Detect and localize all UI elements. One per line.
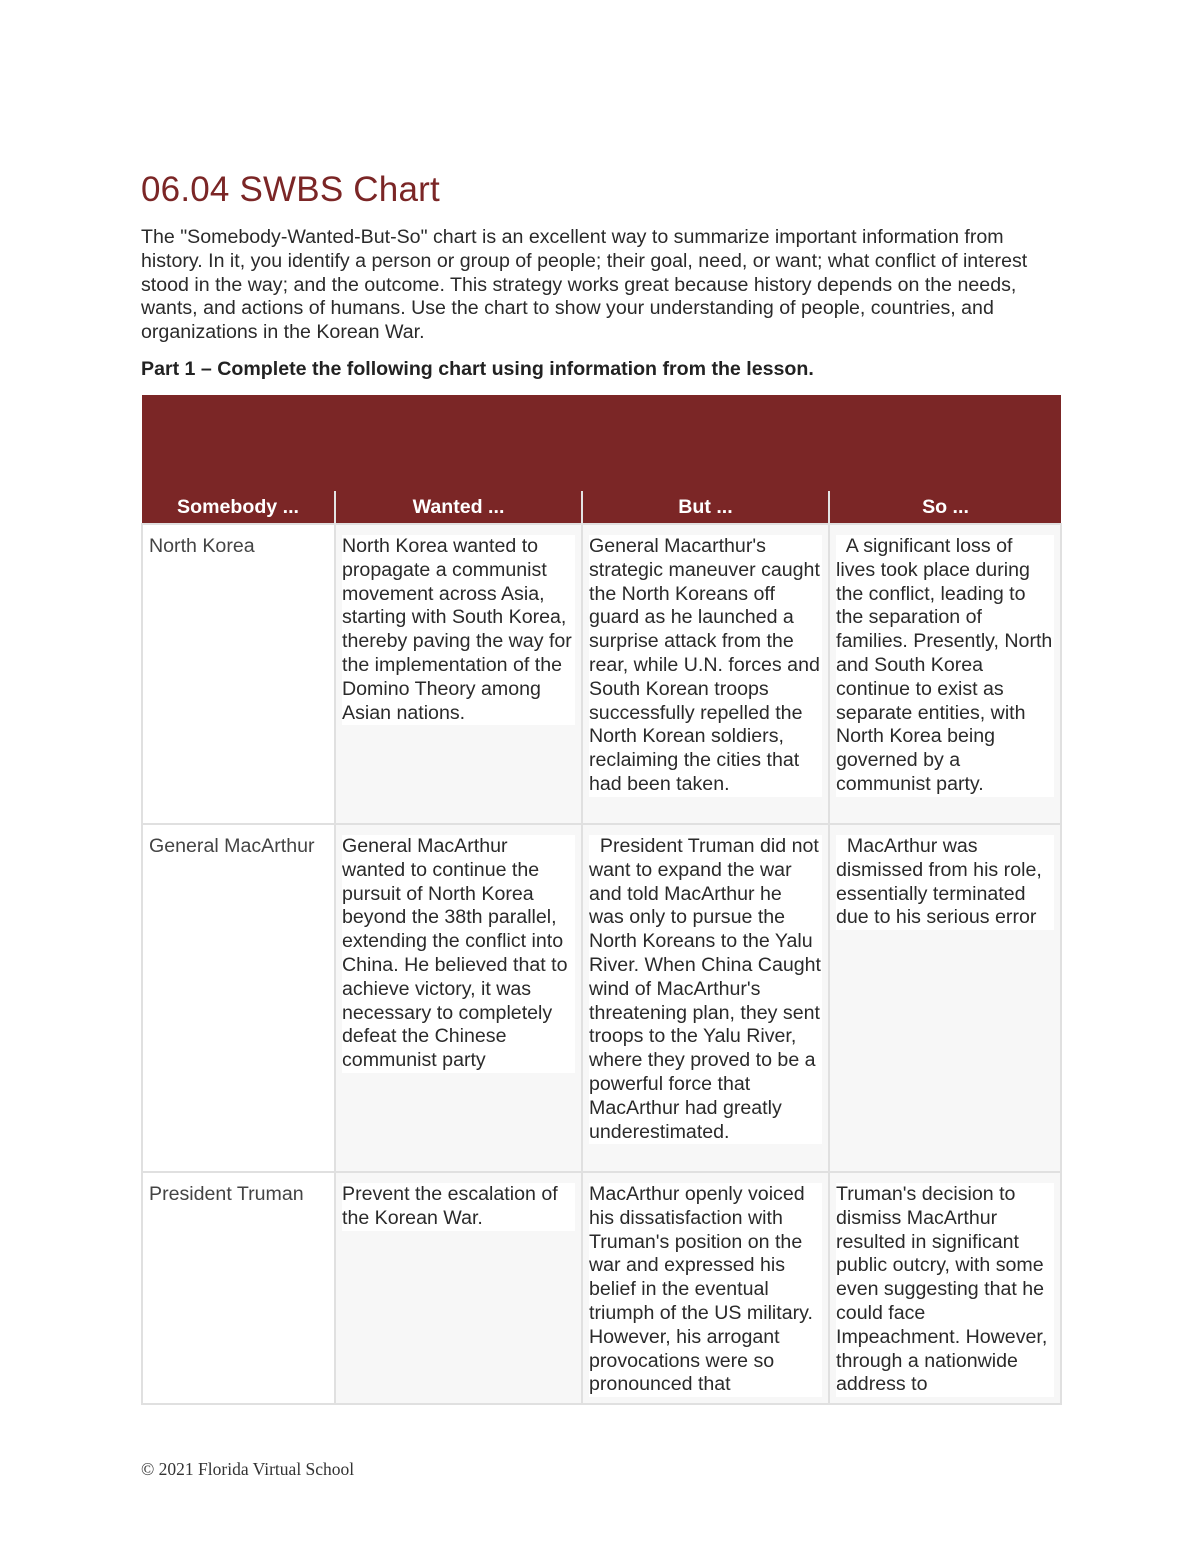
intro-paragraph: The "Somebody-Wanted-But-So" chart is an excellent way to summarize important information from history. In it, you identify a person or group of people; their goal, need, or want; what conflict of interest stood in the way; and the outcome. This strategy works great because history depends on the needs, wants, and actions of humans. Use the chart to show your understanding of people, countries, and organizations in the Korean War. xyxy=(141,226,1028,344)
cell-wanted[interactable] xyxy=(335,824,582,1172)
table-banner xyxy=(142,395,1061,491)
table-row xyxy=(142,824,1061,1172)
cell-but-text: MacArthur openly voiced his dissatisfaction with Truman's position on the war and expressed his belief in the eventual triumph of the US military. However, his arrogant provocations were so pronounced that xyxy=(589,1183,822,1397)
cell-but[interactable] xyxy=(582,524,829,824)
table-row xyxy=(142,524,1061,824)
cell-wanted[interactable] xyxy=(335,1172,582,1404)
cell-but[interactable] xyxy=(582,824,829,1172)
cell-but-text: General Macarthur's strategic maneuver caught the North Koreans off guard as he launched a surprise attack from the rear, while U.N. forces and South Korean troops successfully repelled the North Korean soldiers, reclaiming the cities that had been taken. xyxy=(589,535,822,797)
header-so: So ... xyxy=(829,491,1061,524)
cell-but-text: President Truman did not want to expand the war and told MacArthur he was only to pursue the North Koreans to the Yalu River. When China Caught wind of MacArthur's threatening plan, they sent troops to the Yalu River, where they proved to be a powerful force that MacArthur had greatly underestimated. xyxy=(589,835,821,1143)
cell-somebody: North Korea xyxy=(142,524,335,824)
copyright-footer: © 2021 Florida Virtual School xyxy=(141,1459,355,1479)
cell-wanted-text: North Korea wanted to propagate a communist movement across Asia, starting with South Korea, thereby paving the way for the implementation of the Domino Theory among Asian nations. xyxy=(342,535,575,725)
header-wanted: Wanted ... xyxy=(335,491,582,524)
cell-so[interactable] xyxy=(829,1172,1061,1404)
part-1-instructions: Part 1 – Complete the following chart using information from the lesson. xyxy=(141,358,814,380)
page-title: 06.04 SWBS Chart xyxy=(141,170,440,209)
cell-wanted[interactable] xyxy=(335,524,582,824)
swbs-chart-table xyxy=(141,395,1062,1405)
cell-but[interactable] xyxy=(582,1172,829,1404)
cell-so-text: A significant loss of lives took place during the conflict, leading to the separation of families. Presently, North and South Korea continue to exist as separate entities, with North Korea being governed by a communist party. xyxy=(836,535,1053,795)
table-banner-fill xyxy=(142,395,1061,491)
cell-so-text: Truman's decision to dismiss MacArthur resulted in significant public outcry, with some even suggesting that he could face Impeachment. However, through a nationwide address to xyxy=(836,1183,1054,1397)
cell-somebody: President Truman xyxy=(142,1172,335,1404)
cell-so[interactable] xyxy=(829,524,1061,824)
table-header-row xyxy=(142,491,1061,524)
table-row xyxy=(142,1172,1061,1404)
cell-wanted-text: Prevent the escalation of the Korean War. xyxy=(342,1183,575,1231)
cell-wanted-text: General MacArthur wanted to continue the pursuit of North Korea beyond the 38th parallel, extending the conflict into China. He believed that to achieve victory, it was necessary to completely defeat the Chinese communist party xyxy=(342,835,575,1073)
cell-somebody: General MacArthur xyxy=(142,824,335,1172)
header-but: But ... xyxy=(582,491,829,524)
header-somebody: Somebody ... xyxy=(142,491,335,524)
cell-so[interactable] xyxy=(829,824,1061,1172)
cell-so-text: MacArthur was dismissed from his role, essentially terminated due to his serious error xyxy=(836,835,1054,930)
